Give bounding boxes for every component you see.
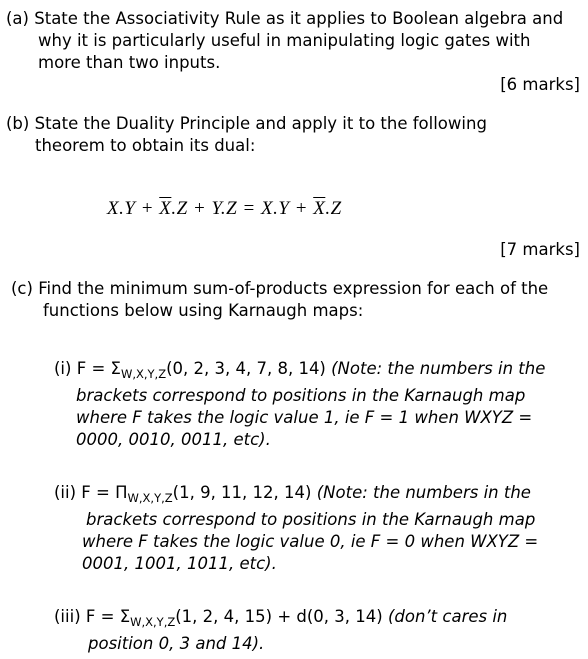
part-b-text: [6, 113, 487, 157]
part-b-label: (b): [6, 114, 30, 133]
part-c-line1: Find the minimum sum-of-products expression for each of the: [38, 279, 549, 298]
part-b-line2: theorem to obtain its dual:: [35, 136, 256, 155]
part-c-text: [11, 278, 548, 322]
part-a-line1: State the Associativity Rule as it applies to Boolean algebra and: [34, 9, 564, 28]
duality-equation: $X.Y + \overline{X}.Z + Y.Z = X.Y + \overline{X}.Z$: [107, 198, 342, 219]
part-a-line3: more than two inputs.: [38, 53, 221, 72]
x-bar-1: $\overline{X}$: [159, 198, 172, 219]
part-c-iii: (iii) $F = \Sigma_{W,X,Y,Z}(1$, 2, 4, 15) + d(0, 3, 14) (don’t cares in position 0, 3 and 14).: [54, 607, 508, 653]
x-bar-2: $\overline{X}$: [313, 198, 326, 219]
part-b-line1: State the Duality Principle and apply it to the following: [34, 114, 487, 133]
part-a-marks: [6 marks]: [500, 75, 580, 94]
part-c-line2: functions below using Karnaugh maps:: [43, 301, 364, 320]
part-a-line2: why it is particularly useful in manipulating logic gates with: [38, 31, 531, 50]
part-a-text: [6, 8, 563, 74]
part-b-marks: [7 marks]: [500, 240, 580, 259]
part-a-label: (a): [6, 9, 29, 28]
part-c-label: (c): [11, 279, 33, 298]
part-c-i: (i) $F = \Sigma_{W,X,Y,Z}(0$, 2, 3, 4, 7, 8, 14) (Note: the numbers in the brackets correspond to positions in the Karnaugh map where F takes the logic value 1, ie F = 1 when WXYZ = 0000, 0010, 0011, etc).: [54, 359, 546, 449]
part-c-ii: (ii) $F = \Pi_{W,X,Y,Z}(1$, 9, 11, 12, 14) (Note: the numbers in the brackets correspond to positions in the Karnaugh map where F takes the logic value 0, ie F = 0 when WXYZ = 0001, 1001, 1011, etc).: [54, 483, 539, 573]
